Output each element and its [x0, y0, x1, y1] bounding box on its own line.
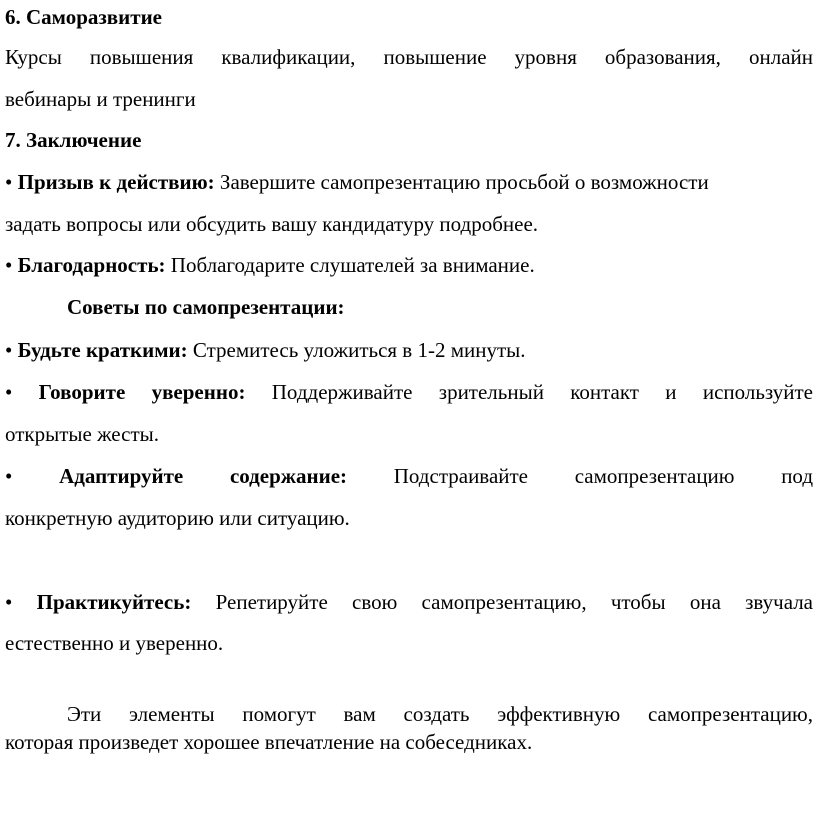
- bullet-icon: •: [5, 338, 13, 362]
- heading-text: 7. Заключение: [5, 128, 142, 152]
- closing-line-1: Эти элементы помогут вам создать эффективную самопрезентацию,: [67, 702, 813, 726]
- self-development-line-1: Курсы повышения квалификации, повышение уровня образования, онлайн: [5, 45, 813, 69]
- bullet-text: Репетируйте свою самопрезентацию, чтобы она звучала: [215, 590, 813, 614]
- bullet-label: Практикуйтесь:: [36, 590, 192, 614]
- bullet-icon: •: [5, 590, 13, 614]
- bullet-label: Будьте краткими:: [17, 338, 188, 362]
- self-development-line-2: вебинары и тренинги: [5, 87, 196, 111]
- bullet-text: Поблагодарите слушателей за внимание.: [165, 253, 535, 277]
- bullet-label: Благодарность:: [17, 253, 166, 277]
- adapt-content-line-2: конкретную аудиторию или ситуацию.: [5, 506, 350, 530]
- section-heading-conclusion: [5, 127, 813, 153]
- bullet-call-to-action: [5, 169, 813, 195]
- section-heading-self-development: [5, 4, 813, 30]
- bullet-text: Поддерживайте зрительный контакт и используйте: [271, 380, 814, 404]
- speak-confidently-line-2: открытые жесты.: [5, 422, 160, 446]
- section-heading-tips: [67, 294, 813, 320]
- bullet-text: Подстраивайте самопрезентацию под: [393, 464, 814, 488]
- heading-text: 6. Саморазвитие: [5, 5, 162, 29]
- bullet-label: Говорите уверенно:: [38, 380, 246, 404]
- bullet-speak-confidently: [5, 379, 813, 405]
- bullet-icon: •: [5, 464, 13, 488]
- heading-text: Советы по самопрезентации:: [67, 295, 345, 319]
- bullet-label: Адаптируйте содержание:: [59, 464, 348, 488]
- bullet-gratitude: [5, 252, 813, 278]
- call-to-action-line-2: задать вопросы или обсудить вашу кандидатуру подробнее.: [5, 212, 539, 236]
- bullet-icon: •: [5, 253, 13, 277]
- bullet-be-brief: [5, 337, 813, 363]
- bullet-icon: •: [5, 170, 13, 194]
- practice-line-2: естественно и уверенно.: [5, 631, 224, 655]
- bullet-label: Призыв к действию:: [17, 170, 215, 194]
- bullet-adapt-content: [5, 463, 813, 489]
- bullet-text: Завершите самопрезентацию просьбой о возможности: [214, 170, 709, 194]
- closing-line-2: которая произведет хорошее впечатление на собеседниках.: [5, 730, 533, 754]
- bullet-text: Стремитесь уложиться в 1-2 минуты.: [187, 338, 526, 362]
- bullet-icon: •: [5, 380, 13, 404]
- bullet-practice: [5, 589, 813, 615]
